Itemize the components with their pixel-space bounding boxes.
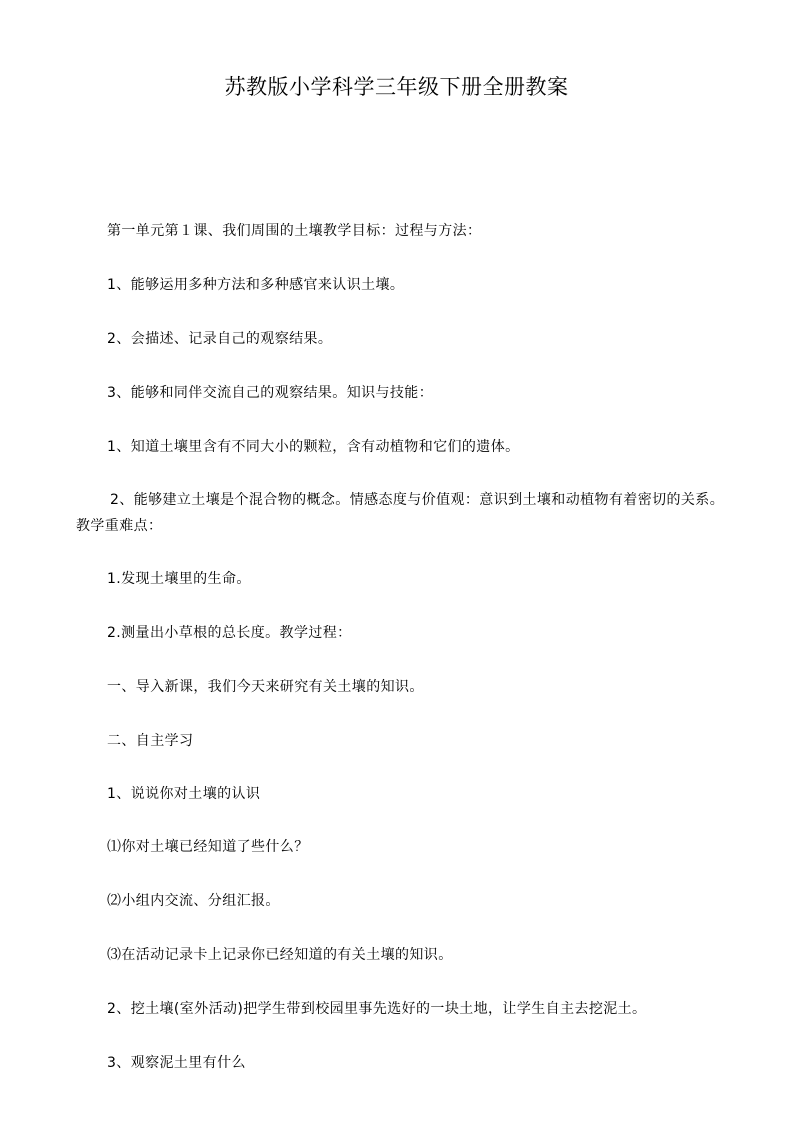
paragraph: 3、观察泥土里有什么: [107, 1055, 246, 1071]
document-title: 苏教版小学科学三年级下册全册教案: [224, 75, 569, 99]
paragraph: 2、挖土壤(室外活动)把学生带到校园里事先选好的一块土地，让学生自主去挖泥土。: [107, 1001, 647, 1017]
paragraph: 2.测量出小草根的总长度。教学过程：: [107, 625, 352, 641]
paragraph: 1、说说你对土壤的认识: [107, 786, 261, 802]
paragraph: ⑴你对土壤已经知道了些什么？: [107, 839, 309, 855]
paragraph: 二、自主学习: [107, 733, 194, 749]
paragraph: 1、知道土壤里含有不同大小的颗粒，含有动植物和它们的遗体。: [107, 439, 520, 455]
paragraph: 3、能够和同伴交流自己的观察结果。知识与技能：: [107, 385, 434, 401]
paragraph: 第一单元第１课、我们周围的土壤教学目标：过程与方法：: [107, 223, 482, 239]
paragraph: ⑶在活动记录卡上记录你已经知道的有关土壤的知识。: [107, 947, 453, 963]
paragraph: 2、能够建立土壤是个混合物的概念。情感态度与价值观：意识到土壤和动植物有着密切的关系。教学重难点：: [76, 492, 725, 534]
paragraph: 1.发现土壤里的生命。: [107, 571, 251, 587]
paragraph: ⑵小组内交流、分组汇报。: [107, 893, 280, 909]
paragraph: 2、会描述、记录自己的观察结果。: [107, 331, 333, 347]
paragraph: 1、能够运用多种方法和多种感官来认识土壤。: [107, 277, 405, 293]
paragraph: 一、导入新课，我们今天来研究有关土壤的知识。: [107, 679, 424, 695]
